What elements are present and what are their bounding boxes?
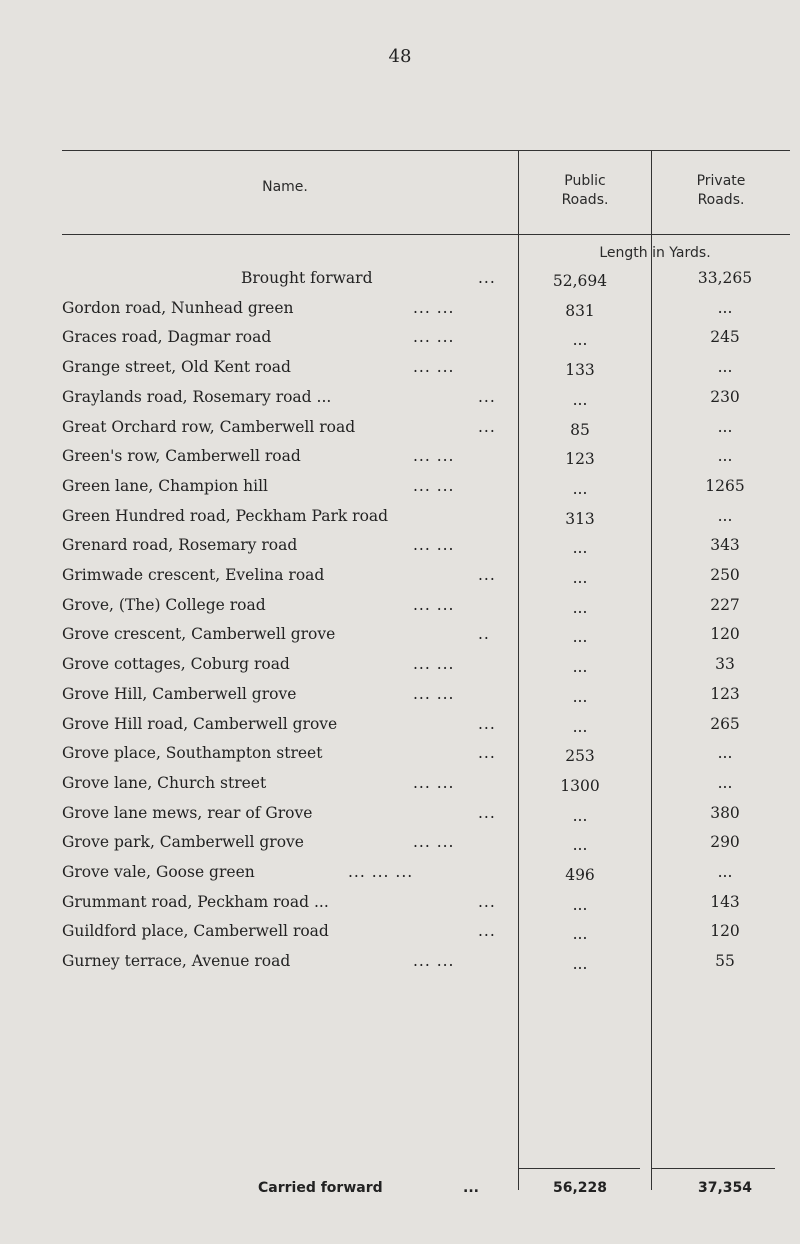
public-roads-yards: ... (572, 390, 588, 409)
road-name: Green Hundred road, Peckham Park road (62, 506, 389, 525)
private-roads-yards: ... (717, 298, 733, 317)
page-number: 48 (388, 46, 412, 67)
leader-dots: ... ... (413, 684, 455, 703)
public-roads-yards: ... (572, 687, 588, 706)
private-roads-yards: ... (717, 358, 733, 377)
leader-dots: ... ... (413, 328, 455, 347)
table-row (0, 715, 800, 744)
public-roads-yards: ... (572, 539, 588, 558)
public-roads-yards: ... (572, 569, 588, 587)
leader-dots: ... ... (413, 833, 455, 852)
public-roads-yards: 123 (565, 450, 595, 469)
header-public-line1: Public (564, 173, 606, 189)
public-roads-yards: ... (572, 598, 588, 617)
road-name: Great Orchard row, Camberwell road (62, 417, 356, 436)
table-row (0, 685, 800, 714)
table-row (0, 328, 800, 357)
carried-forward-private: 37,354 (697, 1180, 753, 1196)
public-roads-yards: ... (572, 717, 588, 736)
leader-dots: ... ... (413, 536, 455, 555)
public-roads-yards: ... (572, 955, 588, 974)
header-name: Name. (262, 179, 308, 195)
table-row (0, 863, 800, 892)
road-name: Grove lane, Church street (62, 773, 267, 792)
leader-dots: ... (478, 922, 496, 941)
header-bottom-rule (62, 234, 790, 235)
private-roads-yards: 227 (710, 595, 740, 614)
leader-dots: ... ... (413, 476, 455, 495)
table-row (0, 447, 800, 476)
private-roads-yards: 1265 (705, 476, 745, 495)
road-name: Grove vale, Goose green (62, 863, 255, 881)
leader-dots: ... ... (413, 952, 455, 971)
road-name: Green lane, Champion hill (62, 476, 269, 495)
header-length-in-yards: Length in Yards. (599, 245, 711, 261)
private-roads-yards: 245 (710, 328, 740, 347)
table-row (0, 655, 800, 684)
private-roads-yards: 33 (715, 655, 735, 674)
road-name: Graylands road, Rosemary road ... (62, 387, 332, 406)
public-roads-yards: 831 (565, 301, 595, 320)
carried-forward-dots: ... (463, 1180, 479, 1196)
private-roads-yards: ... (717, 447, 733, 466)
private-roads-yards: 250 (710, 566, 740, 584)
road-name: Grenard road, Rosemary road (62, 536, 298, 555)
table-row (0, 774, 800, 803)
header-private-line1: Private (696, 173, 746, 189)
public-roads-yards: ... (572, 895, 588, 914)
table-row (0, 269, 800, 298)
public-roads-yards: 133 (565, 361, 595, 380)
leader-dots: ... ... (413, 447, 455, 466)
private-roads-yards: 55 (715, 952, 735, 971)
public-roads-yards: ... (572, 925, 588, 944)
road-name: Grange street, Old Kent road (62, 358, 291, 377)
leader-dots: ... (478, 803, 496, 822)
leader-dots: ... ... (413, 773, 455, 792)
header-private-line2: Roads. (697, 192, 745, 208)
private-roads-yards: ... (717, 417, 733, 436)
leader-dots: ... (478, 387, 496, 406)
road-name: Grove Hill road, Camberwell grove (62, 714, 338, 733)
table-row (0, 804, 800, 833)
road-name: Grove crescent, Camberwell grove (62, 625, 336, 644)
road-name: Grove lane mews, rear of Grove (62, 803, 313, 822)
leader-dots: ... ... ... (348, 863, 414, 881)
table-row (0, 477, 800, 506)
table-row (0, 299, 800, 328)
private-roads-yards: 143 (710, 892, 740, 911)
table-row (0, 536, 800, 565)
private-roads-yards: 230 (710, 387, 740, 406)
road-name: Grove place, Southampton street (62, 744, 323, 763)
public-roads-yards: ... (572, 658, 588, 677)
private-roads-yards: 33,265 (697, 269, 753, 287)
private-roads-yards: 123 (710, 684, 740, 703)
public-roads-yards: 313 (565, 509, 595, 528)
table-row (0, 922, 800, 951)
road-name: Grove cottages, Coburg road (62, 655, 290, 674)
public-roads-yards: ... (572, 479, 588, 498)
private-roads-yards: 120 (710, 625, 740, 644)
header-top-rule (62, 150, 790, 151)
road-name: Green's row, Camberwell road (62, 447, 301, 466)
private-roads-yards: ... (717, 506, 733, 525)
road-name: Grove Hill, Camberwell grove (62, 684, 297, 703)
public-roads-yards: 253 (565, 747, 595, 766)
leader-dots: .. (478, 625, 490, 644)
leader-dots: ... ... (413, 358, 455, 377)
public-roads-yards: 85 (570, 420, 590, 439)
leader-dots: ... (478, 269, 496, 287)
public-roads-yards: ... (572, 836, 588, 855)
private-roads-yards: ... (717, 773, 733, 792)
total-rule-private (651, 1168, 775, 1169)
table-row (0, 625, 800, 654)
public-roads-yards: ... (572, 806, 588, 825)
leader-dots: ... ... (413, 655, 455, 674)
header-public (519, 172, 651, 210)
private-roads-yards: 343 (710, 536, 740, 555)
leader-dots: ... (478, 892, 496, 911)
road-name: Grummant road, Peckham road ... (62, 892, 329, 911)
public-roads-yards: 496 (565, 866, 595, 884)
private-roads-yards: 380 (710, 803, 740, 822)
leader-dots: ... (478, 566, 496, 584)
road-name: Gurney terrace, Avenue road (62, 952, 291, 971)
private-roads-yards: 290 (710, 833, 740, 852)
road-name: Grove park, Camberwell grove (62, 833, 304, 852)
leader-dots: ... (478, 714, 496, 733)
table-row (0, 833, 800, 862)
header-public-line2: Roads. (561, 192, 609, 208)
table-row (0, 596, 800, 625)
road-name: Guildford place, Camberwell road (62, 922, 329, 941)
leader-dots: ... (478, 417, 496, 436)
header-private (652, 172, 790, 210)
leader-dots: ... ... (413, 595, 455, 614)
road-name: Brought forward (241, 269, 373, 287)
leader-dots: ... (478, 744, 496, 763)
public-roads-yards: 1300 (560, 776, 600, 795)
public-roads-yards: ... (572, 331, 588, 350)
table-row (0, 952, 800, 981)
public-roads-yards: 52,694 (552, 272, 608, 290)
carried-forward-label: Carried forward (258, 1180, 383, 1196)
private-roads-yards: 120 (710, 922, 740, 941)
table-row (0, 388, 800, 417)
table-row (0, 893, 800, 922)
road-name: Graces road, Dagmar road (62, 328, 272, 347)
table-row (0, 418, 800, 447)
road-name: Grimwade crescent, Evelina road (62, 566, 325, 584)
table-row (0, 744, 800, 773)
carried-forward-public: 56,228 (552, 1180, 608, 1196)
road-name: Grove, (The) College road (62, 595, 266, 614)
private-roads-yards: ... (717, 744, 733, 763)
table-row (0, 566, 800, 595)
leader-dots: ... ... (413, 298, 455, 317)
total-rule-public (518, 1168, 640, 1169)
table-row (0, 358, 800, 387)
private-roads-yards: ... (717, 863, 733, 881)
public-roads-yards: ... (572, 628, 588, 647)
private-roads-yards: 265 (710, 714, 740, 733)
road-name: Gordon road, Nunhead green (62, 298, 294, 317)
table-row (0, 507, 800, 536)
